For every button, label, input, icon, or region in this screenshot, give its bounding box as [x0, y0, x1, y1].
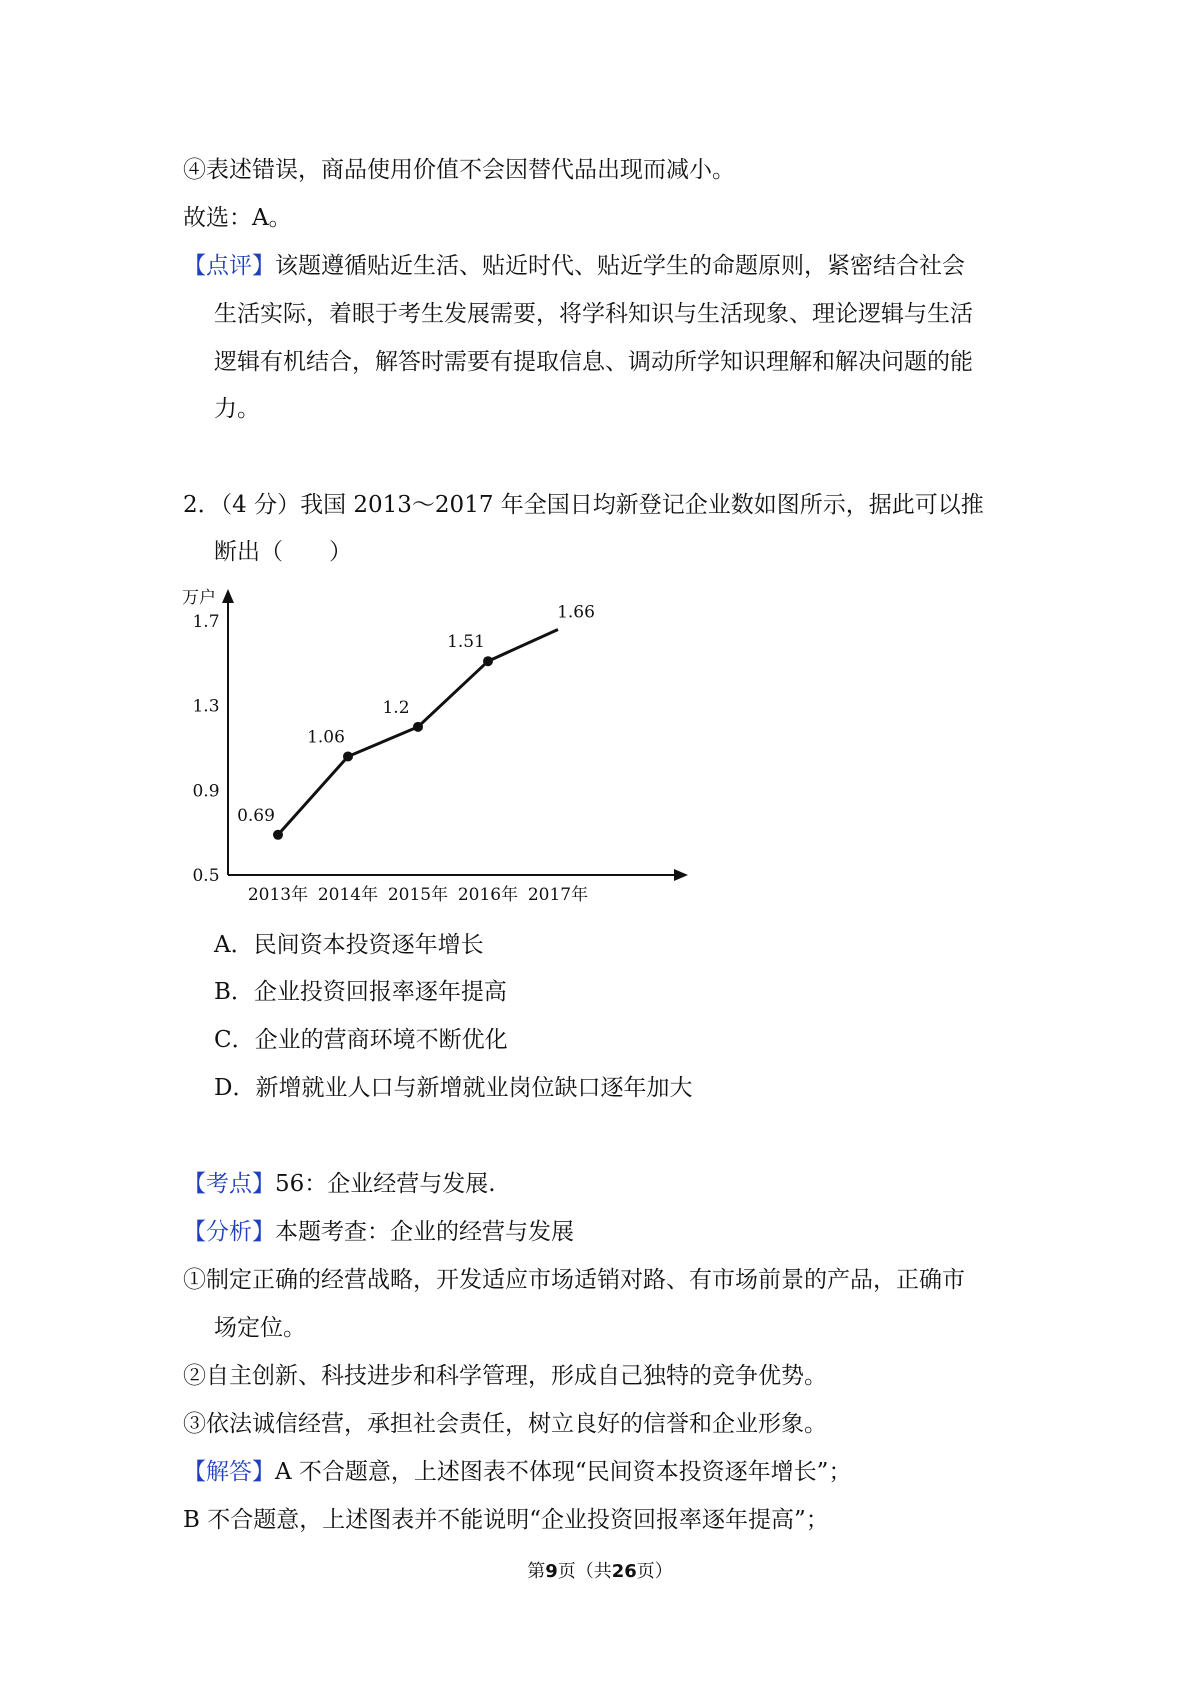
data-point — [413, 722, 423, 732]
comment-line-4: 力。 — [214, 396, 260, 422]
kaodian-line — [183, 1169, 496, 1199]
data-label: 1.2 — [382, 697, 410, 718]
data-label: 1.66 — [557, 602, 595, 623]
jieda-tag: 【解答】 — [183, 1459, 275, 1485]
data-point — [273, 830, 283, 840]
kaodian-text: 56：企业经营与发展. — [275, 1171, 496, 1197]
intro-line-4: ④表述错误，商品使用价值不会因替代品出现而减小。 — [183, 157, 735, 183]
answer-b-line: B 不合题意，上述图表并不能说明“企业投资回报率逐年提高”； — [183, 1507, 829, 1533]
comment-tag: 【点评】 — [183, 253, 275, 279]
kaodian-tag: 【考点】 — [183, 1171, 275, 1197]
data-point — [483, 656, 493, 666]
comment-line-2: 生活实际，着眼于考生发展需要，将学科知识与生活现象、理论逻辑与生活 — [214, 301, 973, 327]
y-tick-label: 1.7 — [192, 612, 220, 632]
data-label: 1.51 — [447, 632, 485, 653]
footer-page-number: 9 — [545, 1561, 558, 1582]
y-tick-label: 1.3 — [192, 696, 220, 717]
analysis-point-2: ②自主创新、科技进步和科学管理，形成自己独特的竞争优势。 — [183, 1363, 827, 1389]
footer-prefix: 第 — [527, 1561, 546, 1582]
x-tick-label: 2014年 — [317, 885, 379, 905]
analysis-point-3: ③依法诚信经营，承担社会责任，树立良好的信誉和企业形象。 — [183, 1411, 827, 1437]
x-axis — [228, 869, 688, 881]
y-axis — [222, 589, 234, 875]
y-axis-unit: 万户 — [182, 588, 216, 608]
jieda-line — [183, 1457, 851, 1487]
fenxi-text: 本题考查：企业的经营与发展 — [275, 1219, 574, 1245]
option-c: C．企业的营商环境不断优化 — [214, 1027, 508, 1053]
fenxi-line — [183, 1217, 574, 1247]
data-point — [343, 751, 353, 761]
analysis-point-1-line-2: 场定位。 — [214, 1315, 306, 1341]
line-chart — [178, 585, 698, 915]
analysis-point-1-line-1: ①制定正确的经营战略，开发适应市场适销对路、有市场前景的产品，正确市 — [183, 1267, 965, 1293]
comment-line-3: 逻辑有机结合，解答时需要有提取信息、调动所学知识理解和解决问题的能 — [214, 349, 973, 375]
comment-line-1 — [183, 251, 965, 281]
option-d: D．新增就业人口与新增就业岗位缺口逐年加大 — [214, 1075, 693, 1101]
footer-suffix: 页） — [636, 1561, 673, 1582]
x-tick-label: 2017年 — [527, 885, 589, 905]
x-tick-labels — [248, 884, 588, 905]
fenxi-tag: 【分析】 — [183, 1219, 275, 1245]
footer-middle: 页（共 — [557, 1561, 612, 1582]
footer-total-pages: 26 — [611, 1561, 637, 1582]
data-points — [273, 656, 493, 840]
y-tick-labels — [192, 612, 219, 886]
data-label: 0.69 — [237, 805, 275, 826]
option-b: B．企业投资回报率逐年提高 — [214, 979, 507, 1005]
answer-line: 故选：A。 — [183, 205, 292, 231]
question-line-2: 断出（ ） — [214, 539, 352, 565]
page-footer — [0, 1560, 1200, 1584]
x-tick-label: 2015年 — [387, 885, 449, 905]
comment-text-1: 该题遵循贴近生活、贴近时代、贴近学生的命题原则，紧密结合社会 — [275, 253, 965, 279]
data-label: 1.06 — [307, 727, 345, 748]
x-tick-label: 2016年 — [457, 885, 519, 905]
x-tick-label: 2013年 — [247, 885, 309, 905]
question-line-1: 2．（4 分）我国 2013～2017 年全国日均新登记企业数如图所示，据此可以推 — [183, 492, 984, 518]
option-a: A．民间资本投资逐年增长 — [214, 932, 484, 958]
y-tick-label: 0.5 — [192, 866, 220, 886]
y-tick-label: 0.9 — [192, 781, 220, 802]
jieda-text: A 不合题意，上述图表不体现“民间资本投资逐年增长”； — [275, 1459, 852, 1485]
